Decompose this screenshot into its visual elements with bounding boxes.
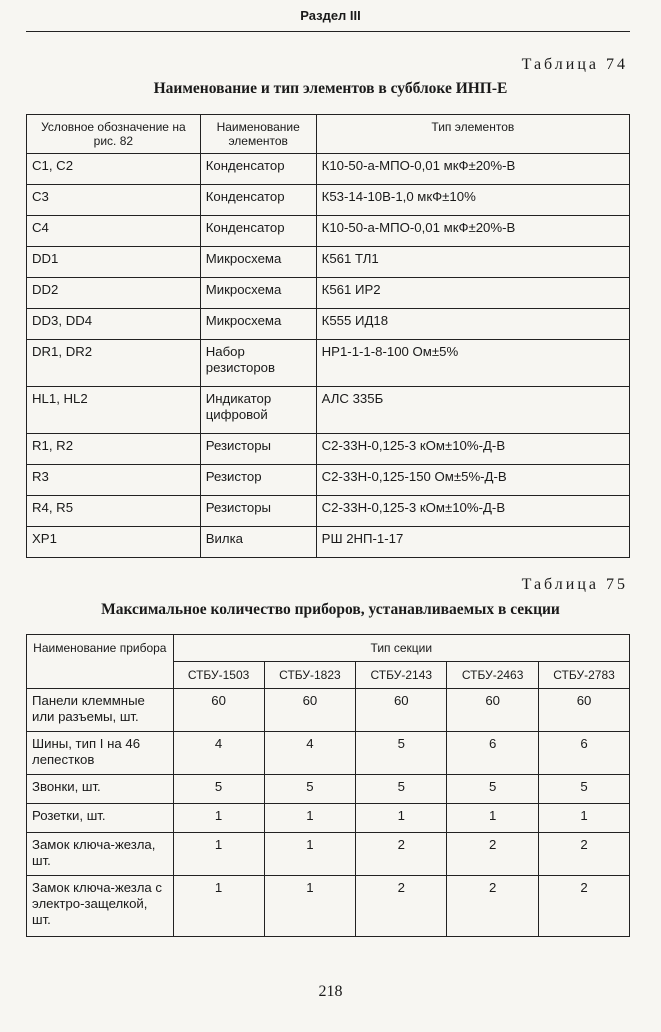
column-header-section: СТБУ-2783 [539, 662, 630, 689]
table-row [27, 732, 630, 775]
table-75-header-row [27, 635, 630, 662]
cell-device-name: Замок ключа-жезла с электро-защелкой, шт. [27, 876, 174, 937]
column-header-section: СТБУ-1823 [264, 662, 356, 689]
cell-designation: DD2 [27, 278, 201, 309]
table-75-label: Таблица 75 [521, 576, 628, 593]
cell-count: 2 [356, 876, 447, 937]
table-row [27, 804, 630, 833]
table-74-header-row [27, 115, 630, 154]
cell-count: 2 [447, 833, 539, 876]
column-header-section: СТБУ-1503 [173, 662, 264, 689]
table-row [27, 185, 630, 216]
cell-count: 2 [356, 833, 447, 876]
cell-designation: R3 [27, 465, 201, 496]
cell-count: 1 [264, 833, 356, 876]
cell-element-name: Конденсатор [200, 216, 316, 247]
cell-count: 60 [447, 689, 539, 732]
cell-element-name: Конденсатор [200, 185, 316, 216]
cell-element-name: Индикатор цифровой [200, 387, 316, 434]
cell-designation: DD1 [27, 247, 201, 278]
table-row [27, 775, 630, 804]
cell-designation: С4 [27, 216, 201, 247]
cell-designation: HL1, HL2 [27, 387, 201, 434]
cell-count: 60 [356, 689, 447, 732]
table-row [27, 876, 630, 937]
table-row [27, 434, 630, 465]
table-row [27, 247, 630, 278]
cell-device-name: Панели клеммные или разъемы, шт. [27, 689, 174, 732]
page-number: 218 [318, 983, 343, 1000]
cell-count: 5 [539, 775, 630, 804]
cell-count: 1 [447, 804, 539, 833]
cell-count: 1 [173, 804, 264, 833]
cell-element-type: АЛС 335Б [316, 387, 629, 434]
cell-element-type: К561 ТЛ1 [316, 247, 629, 278]
table-row [27, 689, 630, 732]
cell-element-name: Вилка [200, 527, 316, 558]
table-row [27, 216, 630, 247]
table-row [27, 387, 630, 434]
cell-count: 1 [356, 804, 447, 833]
cell-element-type: К555 ИД18 [316, 309, 629, 340]
cell-element-name: Конденсатор [200, 154, 316, 185]
cell-count: 60 [264, 689, 356, 732]
cell-element-type: НР1-1-1-8-100 Ом±5% [316, 340, 629, 387]
cell-designation: R4, R5 [27, 496, 201, 527]
cell-count: 60 [539, 689, 630, 732]
cell-device-name: Шины, тип I на 46 лепестков [27, 732, 174, 775]
table-75 [26, 634, 630, 937]
table-row [27, 465, 630, 496]
cell-designation: DR1, DR2 [27, 340, 201, 387]
table-row [27, 154, 630, 185]
cell-element-type: РШ 2НП-1-17 [316, 527, 629, 558]
table-74-title: Наименование и тип элементов в субблоке ИНП-Е [153, 80, 508, 97]
cell-designation: ХР1 [27, 527, 201, 558]
cell-count: 4 [264, 732, 356, 775]
cell-designation: С3 [27, 185, 201, 216]
cell-count: 5 [173, 775, 264, 804]
cell-element-name: Резисторы [200, 434, 316, 465]
table-row [27, 527, 630, 558]
cell-element-name: Микросхема [200, 278, 316, 309]
table-74-label: Таблица 74 [521, 56, 628, 73]
column-header-designation: Условное обозначение на рис. 82 [27, 115, 201, 154]
cell-count: 1 [173, 876, 264, 937]
cell-element-type: С2-33Н-0,125-150 Ом±5%-Д-В [316, 465, 629, 496]
column-header-section: СТБУ-2143 [356, 662, 447, 689]
column-header-element-name: Наименование элементов [200, 115, 316, 154]
table-row [27, 340, 630, 387]
cell-count: 60 [173, 689, 264, 732]
cell-count: 2 [539, 876, 630, 937]
column-group-header-section-type: Тип секции [173, 635, 629, 662]
cell-designation: С1, С2 [27, 154, 201, 185]
cell-count: 5 [264, 775, 356, 804]
cell-count: 2 [539, 833, 630, 876]
cell-designation: DD3, DD4 [27, 309, 201, 340]
cell-count: 5 [356, 775, 447, 804]
cell-device-name: Розетки, шт. [27, 804, 174, 833]
cell-count: 5 [447, 775, 539, 804]
cell-device-name: Звонки, шт. [27, 775, 174, 804]
cell-count: 1 [539, 804, 630, 833]
cell-count: 6 [447, 732, 539, 775]
cell-count: 1 [264, 804, 356, 833]
table-74 [26, 114, 630, 558]
table-row [27, 309, 630, 340]
table-row [27, 278, 630, 309]
cell-element-name: Резисторы [200, 496, 316, 527]
cell-designation: R1, R2 [27, 434, 201, 465]
cell-element-type: К561 ИР2 [316, 278, 629, 309]
table-row [27, 833, 630, 876]
cell-element-type: С2-33Н-0,125-3 кОм±10%-Д-В [316, 496, 629, 527]
cell-element-type: К10-50-а-МПО-0,01 мкФ±20%-В [316, 154, 629, 185]
cell-element-type: К53-14-10В-1,0 мкФ±10% [316, 185, 629, 216]
header-rule [26, 31, 630, 32]
cell-count: 5 [356, 732, 447, 775]
cell-element-type: К10-50-а-МПО-0,01 мкФ±20%-В [316, 216, 629, 247]
cell-element-name: Микросхема [200, 309, 316, 340]
cell-count: 1 [264, 876, 356, 937]
cell-element-name: Набор резисторов [200, 340, 316, 387]
table-75-title: Максимальное количество приборов, устанавливаемых в секции [101, 601, 560, 618]
cell-element-name: Микросхема [200, 247, 316, 278]
cell-count: 4 [173, 732, 264, 775]
table-row [27, 496, 630, 527]
cell-count: 6 [539, 732, 630, 775]
section-header: Раздел III [300, 8, 361, 23]
column-header-section: СТБУ-2463 [447, 662, 539, 689]
cell-count: 1 [173, 833, 264, 876]
cell-element-name: Резистор [200, 465, 316, 496]
cell-count: 2 [447, 876, 539, 937]
cell-device-name: Замок ключа-жезла, шт. [27, 833, 174, 876]
column-header-element-type: Тип элементов [316, 115, 629, 154]
cell-element-type: С2-33Н-0,125-3 кОм±10%-Д-В [316, 434, 629, 465]
column-header-device-name: Наименование прибора [27, 635, 174, 689]
